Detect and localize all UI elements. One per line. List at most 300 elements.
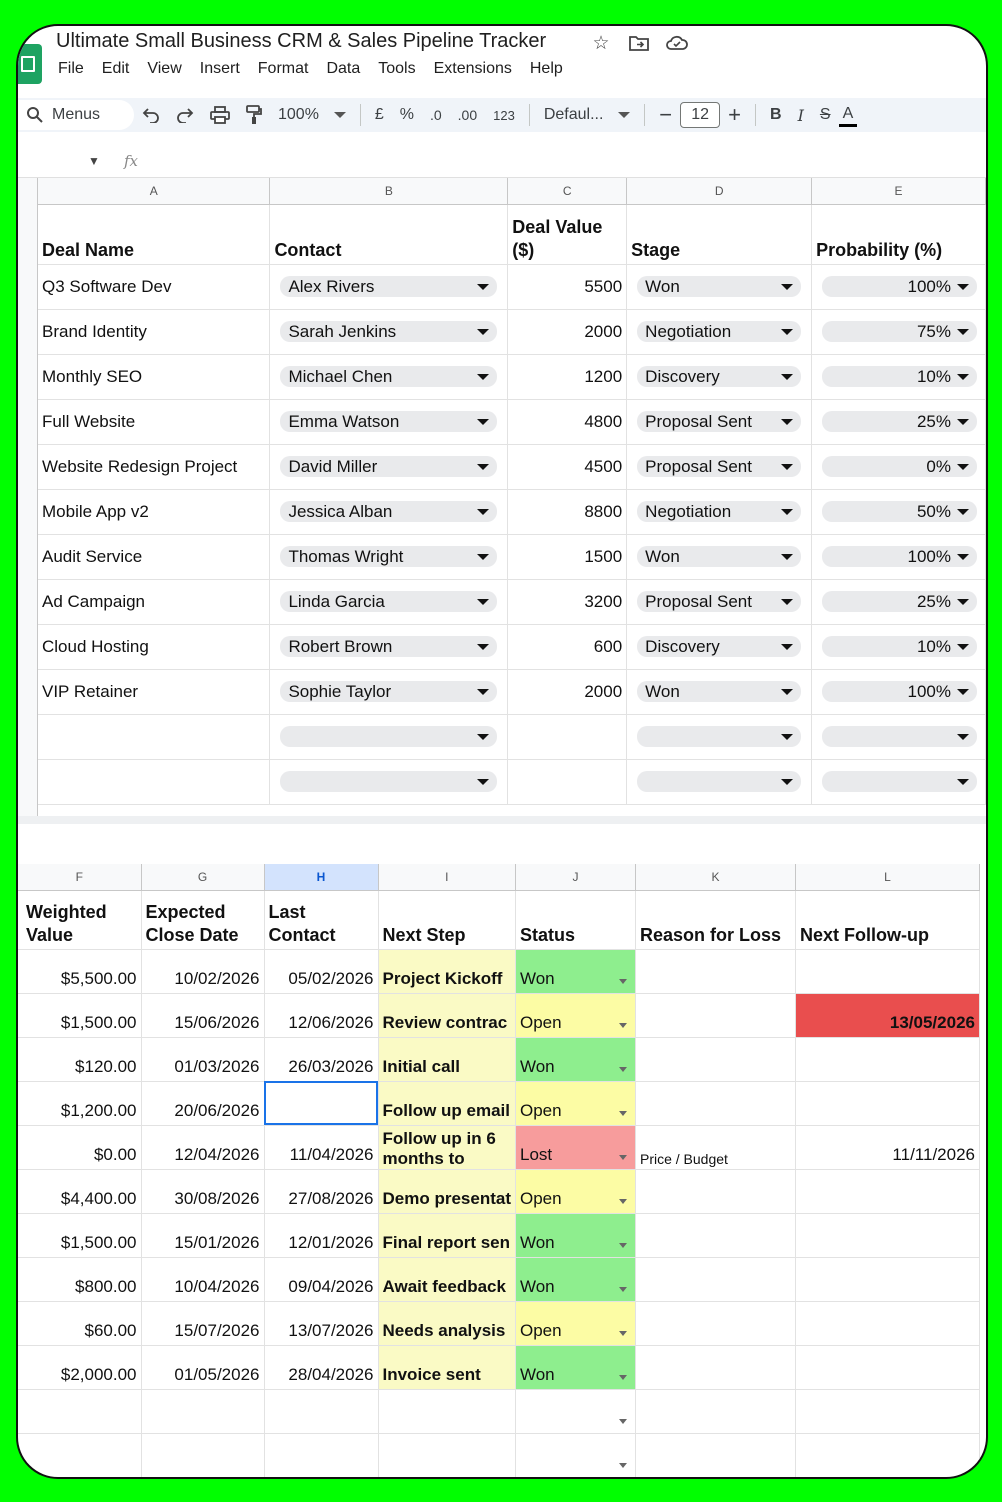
menu-insert[interactable]: Insert (199, 60, 240, 77)
reason-cell[interactable] (635, 949, 795, 993)
probability-cell[interactable] (812, 759, 986, 804)
reason-cell[interactable] (635, 1257, 795, 1301)
percent-format-button[interactable]: % (399, 106, 414, 123)
contact-cell[interactable] (270, 264, 508, 309)
stage-cell[interactable] (627, 444, 812, 489)
chevron-down-icon (781, 554, 793, 560)
weighted-value-cell[interactable] (18, 1301, 141, 1345)
close-date-cell[interactable] (141, 1125, 264, 1169)
probability-cell[interactable] (812, 264, 986, 309)
header-stage[interactable]: Stage (627, 204, 812, 264)
chevron-down-icon[interactable] (619, 979, 627, 984)
pipeline-table (18, 864, 980, 1478)
stage-cell[interactable] (627, 489, 812, 534)
stage-cell[interactable] (627, 534, 812, 579)
header-next-follow-up[interactable]: Next Follow-up (795, 890, 979, 949)
contact-cell[interactable] (270, 399, 508, 444)
next-step-cell[interactable] (378, 1213, 515, 1257)
deal-value-cell[interactable] (508, 264, 627, 309)
header-weighted-value[interactable]: Weighted Value (18, 890, 141, 949)
deal-name: Mobile App v2 (42, 501, 149, 521)
chevron-down-icon (477, 284, 489, 290)
deal-name-cell[interactable] (38, 444, 270, 489)
probability-cell[interactable] (812, 309, 986, 354)
next-step: Follow up email (382, 1100, 511, 1120)
stage-cell[interactable] (627, 579, 812, 624)
probability-value: 0% (926, 456, 951, 476)
italic-button[interactable]: I (797, 105, 804, 125)
deal-name: Brand Identity (42, 321, 147, 341)
follow-up-cell[interactable] (795, 1433, 979, 1477)
header-deal-value[interactable]: Deal Value ($) (508, 204, 627, 264)
close-date-cell[interactable] (141, 1169, 264, 1213)
deal-value-cell[interactable] (508, 669, 627, 714)
menu-format[interactable]: Format (257, 60, 309, 77)
contact-dropdown[interactable] (280, 546, 497, 567)
stage-cell[interactable] (627, 399, 812, 444)
deal-name-cell[interactable] (38, 669, 270, 714)
deal-value: 5500 (584, 276, 623, 296)
deal-name-cell[interactable] (38, 759, 270, 804)
chevron-down-icon[interactable] (619, 1331, 627, 1336)
increase-decimal-button[interactable]: .00 (457, 107, 478, 123)
reason-cell[interactable] (635, 1081, 795, 1125)
pipeline-row (18, 1213, 979, 1257)
reason-cell[interactable] (635, 1345, 795, 1389)
follow-up-cell[interactable] (795, 1125, 979, 1169)
status-cell[interactable] (515, 993, 635, 1037)
deal-value-cell[interactable] (508, 534, 627, 579)
column-header-d[interactable]: D (627, 178, 812, 204)
weighted-value-cell[interactable] (18, 993, 141, 1037)
stage-dropdown[interactable] (637, 501, 801, 522)
next-step-cell[interactable] (378, 1345, 515, 1389)
probability-dropdown[interactable] (822, 501, 977, 522)
status-value: Won (519, 1364, 555, 1384)
stage-cell[interactable] (627, 759, 812, 804)
contact-cell[interactable] (270, 579, 508, 624)
close-date-cell[interactable] (141, 1037, 264, 1081)
pipeline-row (18, 1389, 979, 1433)
menu-view[interactable]: View (147, 60, 182, 77)
column-header-f[interactable]: F (18, 864, 141, 890)
function-icon: fx (124, 152, 139, 170)
move-folder-icon[interactable] (628, 32, 650, 54)
last-contact-cell[interactable] (264, 1433, 378, 1477)
increase-font-size-icon[interactable]: + (728, 102, 742, 127)
probability-value: 10% (916, 636, 951, 656)
chevron-down-icon (781, 599, 793, 605)
last-contact-cell[interactable] (264, 1037, 378, 1081)
last-contact-cell[interactable] (264, 1389, 378, 1433)
deal-value-cell[interactable] (508, 354, 627, 399)
stage-dropdown[interactable] (637, 546, 801, 567)
reason-cell[interactable] (635, 1389, 795, 1433)
column-header-b[interactable]: B (270, 178, 508, 204)
currency-format-button[interactable]: £ (374, 106, 384, 123)
last-contact: 12/06/2026 (288, 1012, 374, 1032)
bold-button[interactable]: B (770, 106, 782, 123)
column-header-a[interactable]: A (38, 178, 270, 204)
follow-up-cell[interactable] (795, 1389, 979, 1433)
status-cell[interactable] (515, 949, 635, 993)
status-cell[interactable] (515, 1213, 635, 1257)
status-cell[interactable] (515, 1081, 635, 1125)
status-value: Won (519, 968, 555, 988)
status-value: Open (519, 1012, 562, 1032)
stage-dropdown[interactable] (637, 456, 801, 477)
chevron-down-icon[interactable] (619, 1155, 627, 1160)
weighted-value-cell[interactable] (18, 1213, 141, 1257)
last-contact: 26/03/2026 (288, 1056, 374, 1076)
contact-dropdown[interactable] (280, 636, 497, 657)
deal-name-cell[interactable] (38, 714, 270, 759)
weighted-value-cell[interactable] (18, 1125, 141, 1169)
status-cell[interactable] (515, 1433, 635, 1477)
contact-cell[interactable] (270, 714, 508, 759)
zoom-select[interactable] (270, 101, 354, 129)
last-contact-cell[interactable] (264, 1345, 378, 1389)
weighted-value-cell[interactable] (18, 1389, 141, 1433)
deal-name-cell[interactable] (38, 354, 270, 399)
last-contact-cell[interactable] (264, 1081, 378, 1125)
next-step-cell[interactable] (378, 1389, 515, 1433)
deal-name-cell[interactable] (38, 534, 270, 579)
header-last-contact[interactable]: Last Contact (264, 890, 378, 949)
stage-dropdown[interactable] (637, 591, 801, 612)
deal-name-cell[interactable] (38, 399, 270, 444)
close-date-cell[interactable] (141, 1345, 264, 1389)
stage-dropdown[interactable] (637, 726, 801, 747)
contact-cell[interactable] (270, 444, 508, 489)
contact-value: Sarah Jenkins (288, 321, 397, 341)
stage-cell[interactable] (627, 669, 812, 714)
weighted-value-cell[interactable] (18, 1081, 141, 1125)
menu-file[interactable]: File (58, 60, 84, 77)
deal-value-cell[interactable] (508, 759, 627, 804)
next-step-cell[interactable] (378, 1169, 515, 1213)
stage-dropdown[interactable] (637, 636, 801, 657)
status-cell[interactable] (515, 1037, 635, 1081)
chevron-down-icon[interactable] (619, 1287, 627, 1292)
next-step-cell[interactable] (378, 993, 515, 1037)
column-header-g[interactable]: G (141, 864, 264, 890)
last-contact: 12/01/2026 (288, 1232, 374, 1252)
next-step-cell[interactable] (378, 1257, 515, 1301)
probability-dropdown[interactable] (822, 636, 977, 657)
decrease-decimal-button[interactable]: .0 (429, 107, 442, 123)
stage-dropdown[interactable] (637, 681, 801, 702)
close-date: 01/05/2026 (174, 1364, 260, 1384)
probability-dropdown[interactable] (822, 321, 977, 342)
last-contact-cell[interactable] (264, 1213, 378, 1257)
cloud-saved-icon[interactable] (666, 32, 688, 54)
stage-dropdown[interactable] (637, 366, 801, 387)
chevron-down-icon[interactable] (619, 1419, 627, 1424)
status-cell[interactable] (515, 1345, 635, 1389)
sheets-logo-icon[interactable] (16, 44, 42, 84)
deal-value-cell[interactable] (508, 444, 627, 489)
contact-cell[interactable] (270, 759, 508, 804)
reason-cell[interactable] (635, 1125, 795, 1169)
close-date-cell[interactable] (141, 949, 264, 993)
menu-search-label: Menus (52, 106, 101, 123)
deal-name: Audit Service (42, 546, 143, 566)
follow-up-cell[interactable] (795, 1257, 979, 1301)
reason-cell[interactable] (635, 1213, 795, 1257)
last-contact-cell[interactable] (264, 1169, 378, 1213)
last-contact-cell[interactable] (264, 1301, 378, 1345)
reason-cell[interactable] (635, 1301, 795, 1345)
chevron-down-icon[interactable] (619, 1243, 627, 1248)
last-contact-cell[interactable] (264, 1125, 378, 1169)
status-cell[interactable] (515, 1301, 635, 1345)
contact-dropdown[interactable] (280, 411, 497, 432)
deal-name-cell[interactable] (38, 264, 270, 309)
stage-dropdown[interactable] (637, 321, 801, 342)
deal-name-cell[interactable] (38, 489, 270, 534)
chevron-down-icon (957, 689, 969, 695)
follow-up-cell[interactable] (795, 1081, 979, 1125)
contact-cell[interactable] (270, 309, 508, 354)
header-expected-close[interactable]: Expected Close Date (141, 890, 264, 949)
chevron-down-icon[interactable] (619, 1375, 627, 1380)
last-contact-cell[interactable] (264, 1257, 378, 1301)
probability-dropdown[interactable] (822, 591, 977, 612)
column-header-k[interactable]: K (635, 864, 795, 890)
weighted-value-cell[interactable] (18, 949, 141, 993)
column-header-e[interactable]: E (812, 178, 986, 204)
next-step-cell[interactable] (378, 1125, 515, 1169)
deal-row (38, 624, 986, 669)
menu-edit[interactable]: Edit (101, 60, 130, 77)
contact-dropdown[interactable] (280, 771, 497, 792)
probability-dropdown[interactable] (822, 411, 977, 432)
chevron-down-icon (957, 509, 969, 515)
font-family-select[interactable] (536, 101, 638, 129)
probability-dropdown[interactable] (822, 681, 977, 702)
next-step-cell[interactable] (378, 949, 515, 993)
chevron-down-icon (781, 419, 793, 425)
contact-dropdown[interactable] (280, 681, 497, 702)
contact-dropdown[interactable] (280, 456, 497, 477)
close-date-cell[interactable] (141, 1257, 264, 1301)
probability-value: 25% (916, 591, 951, 611)
column-header-l[interactable]: L (795, 864, 979, 890)
deal-value-cell[interactable] (508, 579, 627, 624)
redo-icon[interactable] (168, 101, 202, 129)
deal-value-cell[interactable] (508, 399, 627, 444)
weighted-value: $1,500.00 (60, 1232, 137, 1252)
header-probability[interactable]: Probability (%) (812, 204, 986, 264)
probability-value: 100% (907, 276, 951, 296)
zoom-value: 100% (278, 106, 319, 123)
probability-cell[interactable] (812, 534, 986, 579)
close-date-cell[interactable] (141, 1213, 264, 1257)
contact-dropdown[interactable] (280, 501, 497, 522)
print-icon[interactable] (202, 101, 238, 129)
chevron-down-icon[interactable] (619, 1199, 627, 1204)
probability-dropdown[interactable] (822, 771, 977, 792)
stage-cell[interactable] (627, 714, 812, 759)
contact-cell[interactable] (270, 489, 508, 534)
close-date-cell[interactable] (141, 1081, 264, 1125)
deal-value-cell[interactable] (508, 624, 627, 669)
chevron-down-icon (781, 374, 793, 380)
contact-dropdown[interactable] (280, 591, 497, 612)
contact-dropdown[interactable] (280, 726, 497, 747)
probability-cell[interactable] (812, 714, 986, 759)
probability-dropdown[interactable] (822, 276, 977, 297)
deals-table (38, 178, 986, 805)
contact-cell[interactable] (270, 354, 508, 399)
menu-tools[interactable]: Tools (378, 60, 416, 77)
weighted-value-cell[interactable] (18, 1169, 141, 1213)
probability-cell[interactable] (812, 669, 986, 714)
strikethrough-icon[interactable]: S (819, 106, 831, 123)
contact-cell[interactable] (270, 624, 508, 669)
contact-value: Robert Brown (288, 636, 393, 656)
deal-name-cell[interactable] (38, 624, 270, 669)
chevron-down-icon[interactable] (619, 1023, 627, 1028)
header-status[interactable]: Status (515, 890, 635, 949)
deal-value: 3200 (584, 591, 623, 611)
next-step-cell[interactable] (378, 1301, 515, 1345)
last-contact-cell[interactable] (264, 993, 378, 1037)
deal-value-cell[interactable] (508, 309, 627, 354)
follow-up-cell[interactable] (795, 1345, 979, 1389)
column-header-i[interactable]: I (378, 864, 515, 890)
weighted-value-cell[interactable] (18, 1345, 141, 1389)
next-step-cell[interactable] (378, 1433, 515, 1477)
probability-cell[interactable] (812, 489, 986, 534)
status-cell[interactable] (515, 1125, 635, 1169)
close-date-cell[interactable] (141, 993, 264, 1037)
reason-cell[interactable] (635, 1037, 795, 1081)
probability-dropdown[interactable] (822, 456, 977, 477)
reason-cell[interactable] (635, 1169, 795, 1213)
menu-data[interactable]: Data (326, 60, 361, 77)
deal-value-cell[interactable] (508, 489, 627, 534)
probability-value: 10% (916, 366, 951, 386)
follow-up-cell[interactable] (795, 1169, 979, 1213)
last-contact-cell[interactable] (264, 949, 378, 993)
probability-dropdown[interactable] (822, 546, 977, 567)
follow-up-cell[interactable] (795, 1213, 979, 1257)
star-icon[interactable]: ☆ (592, 32, 610, 54)
undo-icon[interactable] (134, 101, 168, 129)
column-header-j[interactable]: J (515, 864, 635, 890)
chevron-down-icon[interactable] (619, 1067, 627, 1072)
header-reason-for-loss[interactable]: Reason for Loss (635, 890, 795, 949)
next-step-cell[interactable] (378, 1037, 515, 1081)
contact-cell[interactable] (270, 534, 508, 579)
probability-cell[interactable] (812, 354, 986, 399)
chevron-down-icon[interactable] (619, 1111, 627, 1116)
status-cell[interactable] (515, 1169, 635, 1213)
follow-up-cell[interactable] (795, 993, 979, 1037)
stage-dropdown[interactable] (637, 276, 801, 297)
close-date-cell[interactable] (141, 1389, 264, 1433)
weighted-value: $800.00 (75, 1276, 137, 1296)
follow-up-cell[interactable] (795, 1037, 979, 1081)
reason-cell[interactable] (635, 1433, 795, 1477)
weighted-value-cell[interactable] (18, 1433, 141, 1477)
follow-up-cell[interactable] (795, 1301, 979, 1345)
decrease-font-size-icon[interactable]: − (659, 102, 673, 127)
contact-dropdown[interactable] (280, 276, 497, 297)
probability-cell[interactable] (812, 579, 986, 624)
next-step: Review contrac (382, 1012, 508, 1032)
stage-cell[interactable] (627, 354, 812, 399)
header-next-step[interactable]: Next Step (378, 890, 515, 949)
status-value: Won (519, 1276, 555, 1296)
menu-help[interactable]: Help (529, 60, 563, 77)
next-step-cell[interactable] (378, 1081, 515, 1125)
header-contact[interactable]: Contact (270, 204, 508, 264)
stage-cell[interactable] (627, 624, 812, 669)
weighted-value-cell[interactable] (18, 1037, 141, 1081)
chevron-down-icon (781, 509, 793, 515)
stage-value: Negotiation (645, 501, 732, 521)
search-icon (26, 106, 44, 124)
probability-cell[interactable] (812, 399, 986, 444)
contact-dropdown[interactable] (280, 366, 497, 387)
name-box-chevron-icon[interactable]: ▼ (88, 154, 100, 168)
font-size-input[interactable]: 12 (680, 102, 720, 128)
stage-cell[interactable] (627, 264, 812, 309)
pipeline-row (18, 1257, 979, 1301)
last-contact: 27/08/2026 (288, 1188, 374, 1208)
paint-format-icon[interactable] (238, 101, 270, 129)
close-date-cell[interactable] (141, 1433, 264, 1477)
close-date: 15/01/2026 (174, 1232, 260, 1252)
stage-dropdown[interactable] (637, 411, 801, 432)
stage-value: Won (645, 681, 680, 701)
stage-cell[interactable] (627, 309, 812, 354)
follow-up-date: 11/11/2026 (892, 1144, 975, 1164)
weighted-value-cell[interactable] (18, 1257, 141, 1301)
probability-cell[interactable] (812, 624, 986, 669)
follow-up-cell[interactable] (795, 949, 979, 993)
stage-value: Won (645, 276, 680, 296)
stage-dropdown[interactable] (637, 771, 801, 792)
menu-search[interactable] (18, 100, 134, 130)
status-cell[interactable] (515, 1389, 635, 1433)
more-formats-button[interactable]: 123 (493, 107, 515, 123)
menu-extensions[interactable]: Extensions (433, 60, 512, 77)
status-cell[interactable] (515, 1257, 635, 1301)
probability-dropdown[interactable] (822, 726, 977, 747)
probability-dropdown[interactable] (822, 366, 977, 387)
document-title[interactable]: Ultimate Small Business CRM & Sales Pipeline Tracker (56, 30, 547, 52)
header-deal-name[interactable]: Deal Name (38, 204, 270, 264)
chevron-down-icon[interactable] (619, 1463, 627, 1468)
reason-cell[interactable] (635, 993, 795, 1037)
next-step: Final report sen (382, 1232, 511, 1252)
deal-name-cell[interactable] (38, 579, 270, 624)
probability-cell[interactable] (812, 444, 986, 489)
close-date-cell[interactable] (141, 1301, 264, 1345)
column-header-c[interactable]: C (508, 178, 627, 204)
text-color-button[interactable]: A (839, 103, 858, 127)
deal-value-cell[interactable] (508, 714, 627, 759)
column-header-h[interactable]: H (264, 864, 378, 890)
deal-name-cell[interactable] (38, 309, 270, 354)
deal-row (38, 759, 986, 804)
contact-dropdown[interactable] (280, 321, 497, 342)
contact-cell[interactable] (270, 669, 508, 714)
